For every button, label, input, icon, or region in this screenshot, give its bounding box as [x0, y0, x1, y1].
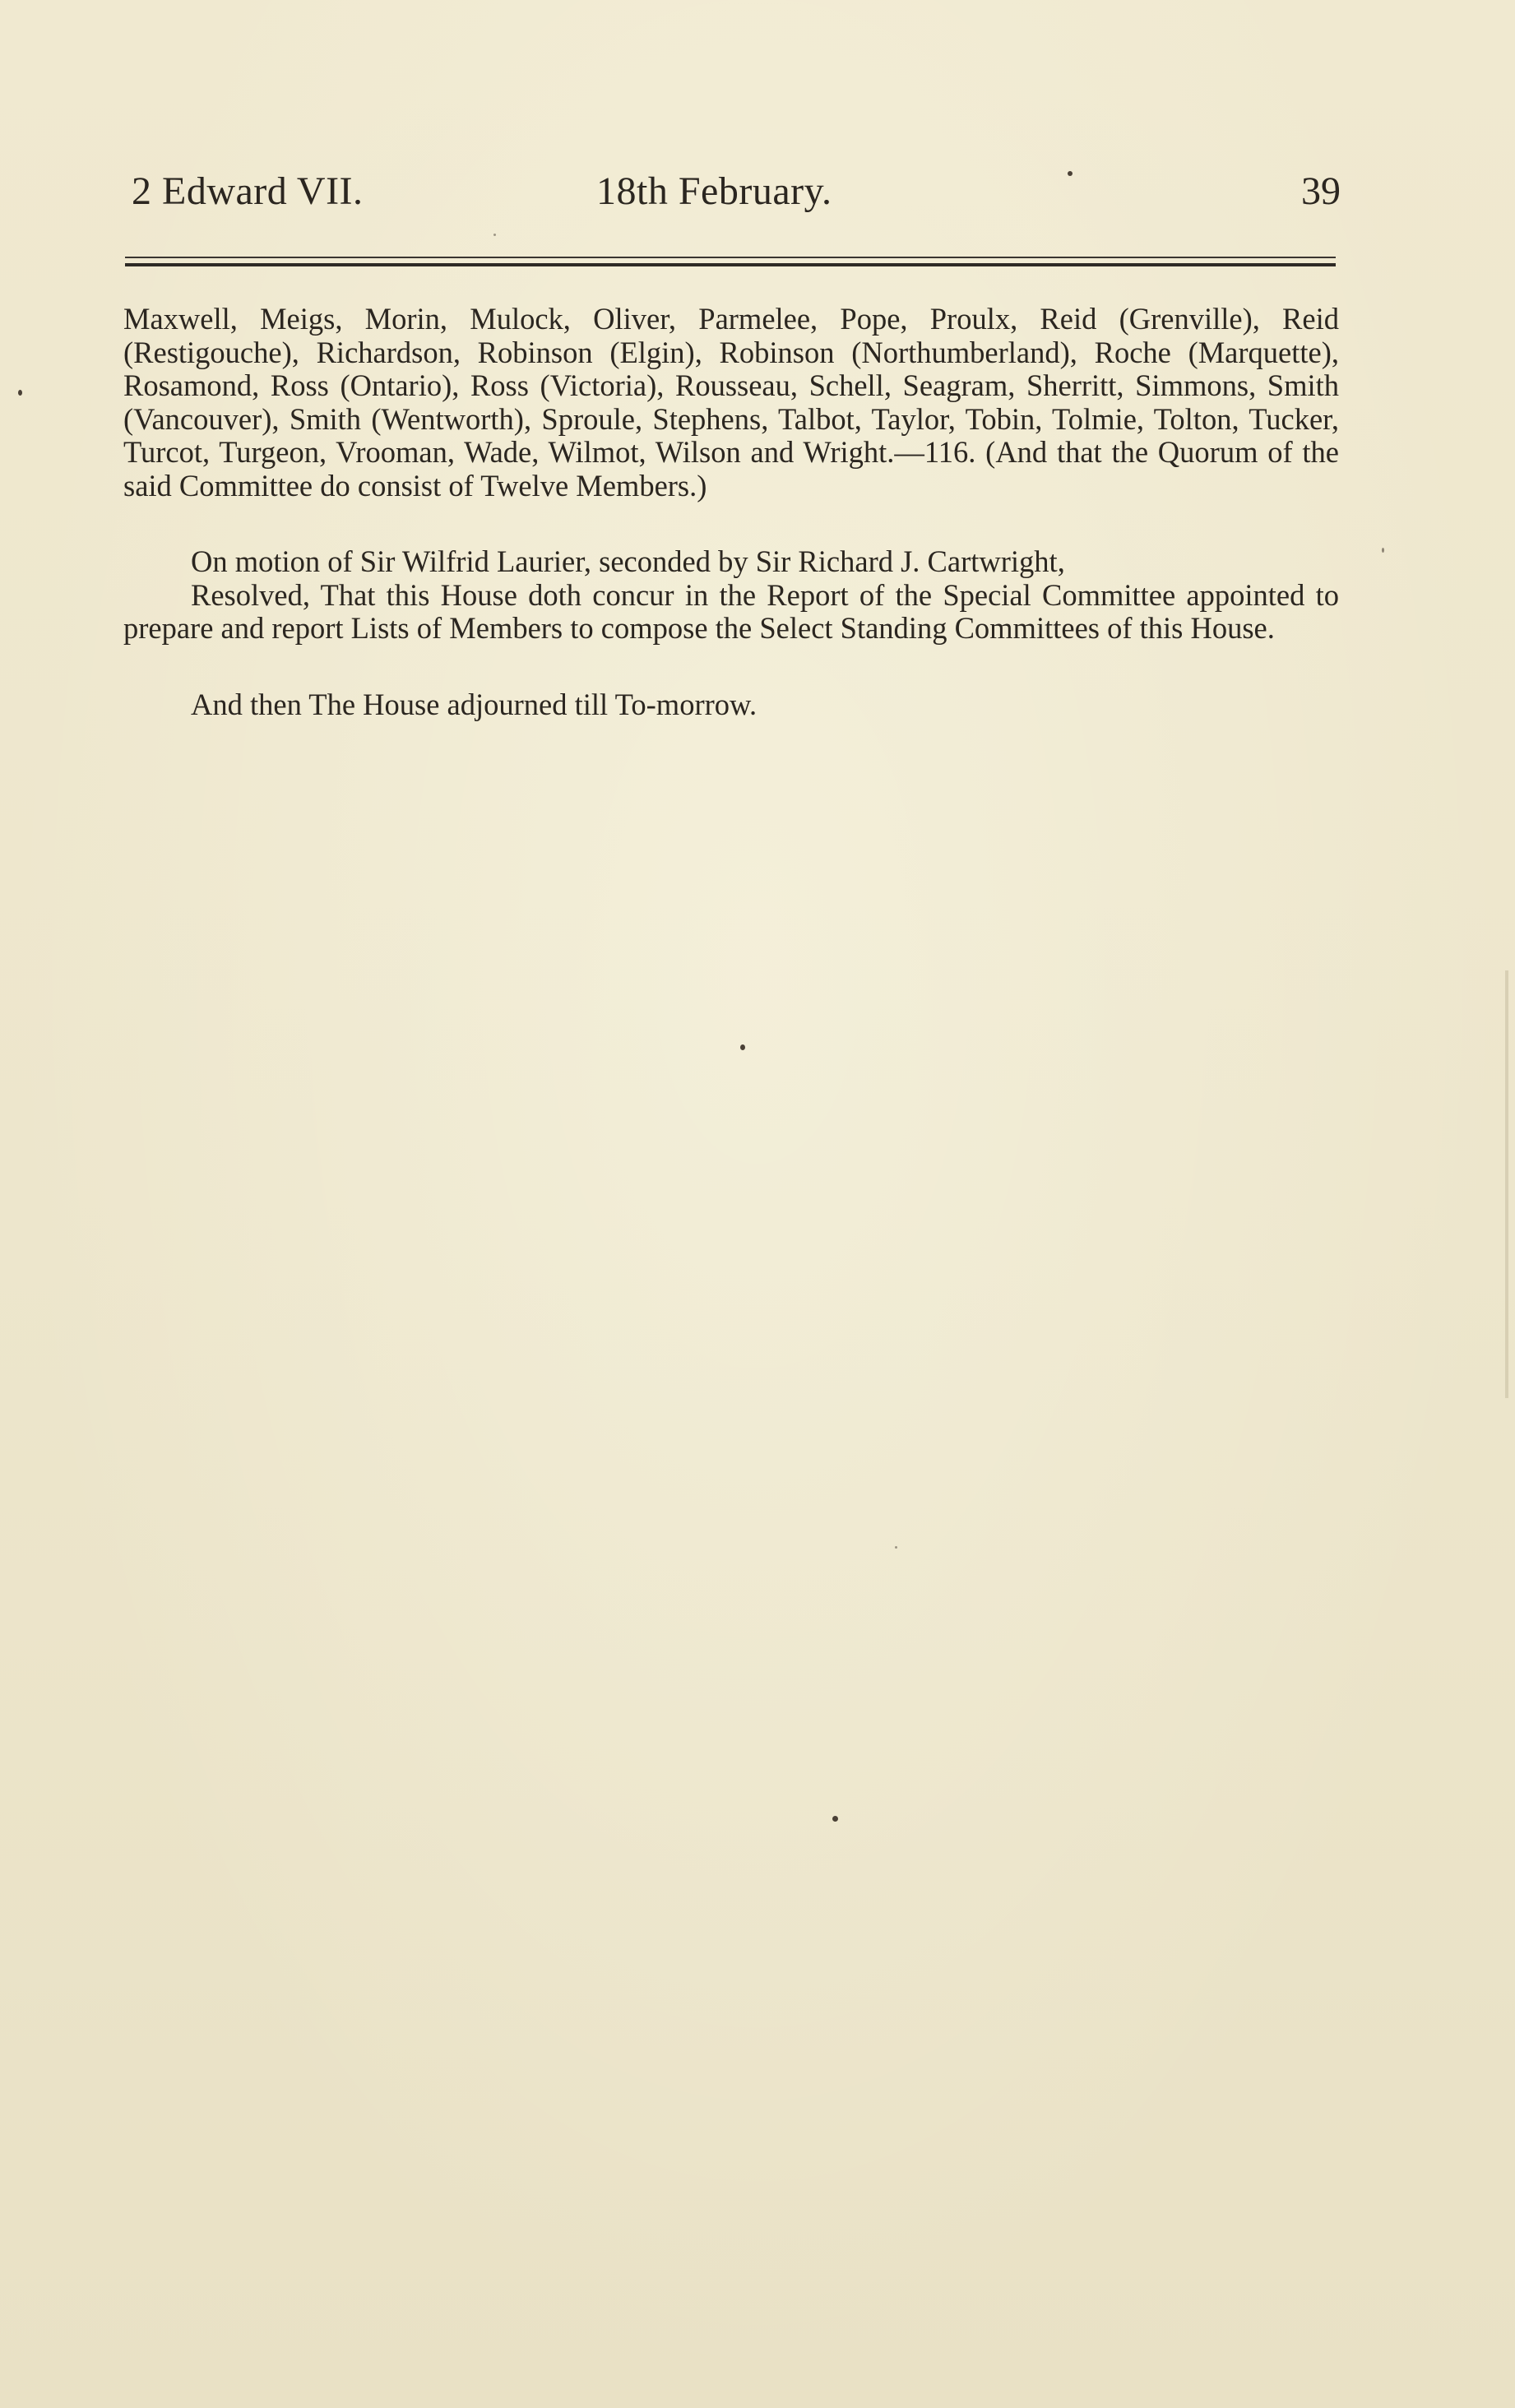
header-date: 18th February. — [596, 169, 832, 213]
members-list-paragraph: Maxwell, Meigs, Morin, Mulock, Oliver, Parmelee, Pope, Proulx, Reid (Grenville), Reid (Restigouche), Richardson, Robinson (Elgin), Robinson (Northumberland), Roche (Marquette), Rosamond, Ross (Ontario), Ross (Victoria), Rousseau, Schell, Seagram, Sherritt, Simmons, Smith (Vancouver), Smith (Wentworth), Sproule, Stephens, Talbot, Taylor, Tobin, Tolmie, Tolton, Tucker, Turcot, Turgeon, Vrooman, Wade, Wilmot, Wilson and Wright.—116. (And that the Quorum of the said Committee do consist of Twelve Members.) — [123, 302, 1339, 502]
paper-speck — [1382, 548, 1384, 553]
page-number: 39 — [1301, 169, 1341, 213]
header-rule-thin — [125, 257, 1336, 258]
document-body — [123, 303, 1339, 721]
paper-speck — [493, 234, 496, 236]
motion-paragraph: On motion of Sir Wilfrid Laurier, seconded by Sir Richard J. Cartwright, — [191, 544, 1065, 578]
header-regnal-year: 2 Edward VII. — [132, 169, 364, 213]
page-edge-shadow — [1505, 970, 1508, 1398]
resolution-paragraph: Resolved, That this House doth concur in the Report of the Special Committee appointed to prepare and report Lists of Members to compose the Select Standing Committees of this House. — [123, 577, 1339, 645]
paper-speck — [18, 390, 22, 396]
page-header — [132, 169, 1341, 226]
paper-speck — [1068, 171, 1073, 176]
adjournment-paragraph: And then The House adjourned till To-morrow. — [191, 687, 758, 721]
header-rule-thick — [125, 263, 1336, 266]
paper-speck — [740, 1044, 745, 1050]
paper-speck — [832, 1816, 838, 1822]
paper-speck — [895, 1546, 897, 1549]
